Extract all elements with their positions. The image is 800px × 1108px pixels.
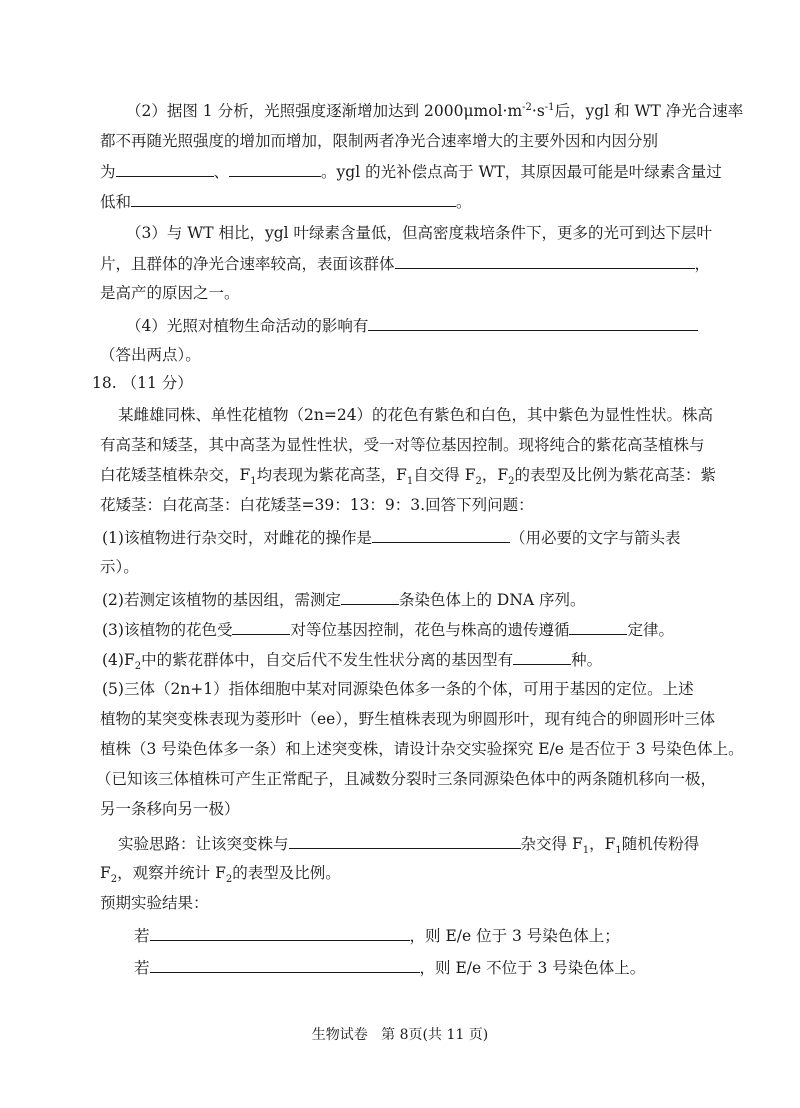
q17-part2-line2: 都不再随光照强度的增加而增加，限制两者净光合速率增大的主要外因和内因分别: [100, 132, 659, 150]
answer-blank[interactable]: [150, 954, 420, 973]
q18-sub1-line1: (1)该植物进行杂交时，对雌花的操作是 （用必要的文字与箭头表: [102, 524, 680, 551]
answer-blank[interactable]: [116, 158, 214, 177]
q17-part2-line3: 为 、 。ygl 的光补偿点高于 WT，其原因最可能是叶绿素含量过: [100, 158, 722, 185]
answer-blank[interactable]: [513, 646, 571, 665]
page-number: 8: [399, 1027, 409, 1043]
experiment-idea-line1: 实验思路：让该突变株与 杂交得 $F_1$，$F_1$随机传粉得: [118, 830, 699, 857]
answer-blank[interactable]: [368, 312, 698, 331]
q17-part4-line1: （4）光照对植物生命活动的影响有: [126, 312, 698, 339]
result-case-2: 若 ，则 E/e 不位于 3 号染色体上。: [134, 954, 645, 981]
expected-results-heading: 预期实验结果：: [100, 894, 209, 912]
q17-part3-line3: 是高产的原因之一。: [100, 284, 240, 302]
answer-blank[interactable]: [150, 922, 410, 941]
q18-header: 18. （11 分）: [92, 374, 193, 392]
experiment-idea-line2: $F_2$，观察并统计 $F_2$的表型及比例。: [100, 864, 341, 886]
q17-part4-line2: （答出两点）。: [100, 346, 201, 364]
page-total: 11: [446, 1027, 465, 1043]
answer-blank[interactable]: [289, 830, 521, 849]
page-footer: 生物试卷 第 8页(共 11 页): [311, 1027, 489, 1043]
q18-sub5-line2: 植物的某突变株表现为菱形叶（ee），野生植株表现为卵圆形叶，现有纯合的卵圆形叶三体: [100, 710, 716, 728]
q17-part3-line2: 片，且群体的净光合速率较高，表面该群体 ，: [100, 250, 710, 277]
answer-blank[interactable]: [131, 188, 456, 207]
answer-blank[interactable]: [229, 158, 321, 177]
q18-sub5-line3: 植株（3 号染色体多一条）和上述突变株，请设计杂交实验探究 E/e 是否位于 3 号染色体上。: [100, 740, 744, 758]
q17-part2-line4: 低和 。: [100, 188, 472, 215]
answer-blank[interactable]: [232, 616, 290, 635]
q18-sub5-line5: 另一条移向另一极）: [100, 800, 240, 818]
footer-subject: 生物试卷: [311, 1027, 368, 1043]
q17-part3-line1: （3）与 WT 相比，ygl 叶绿素含量低，但高密度栽培条件下，更多的光可到达下层叶: [126, 224, 713, 242]
result-case-1: 若 ，则 E/e 位于 3 号染色体上；: [134, 922, 620, 949]
q18-intro-line1: 某雌雄同株、单性花植物（2n=24）的花色有紫色和白色，其中紫色为显性性状。株高: [118, 406, 714, 424]
q18-sub5-line4: （已知该三体植株可产生正常配子，且减数分裂时三条同源染色体中的两条随机移向一极，: [96, 770, 717, 788]
q18-sub4: $(4)F_2$中的紫花群体中，自交后代不发生性状分离的基因型有 种。: [102, 646, 602, 673]
answer-blank[interactable]: [569, 616, 627, 635]
q18-sub5-line1: (5)三体（2n+1）指体细胞中某对同源染色体多一条的个体，可用于基因的定位。上述: [102, 680, 694, 698]
q18-sub1-line2: 示）。: [100, 558, 139, 576]
q18-sub3: (3)该植物的花色受 对等位基因控制，花色与株高的遗传遵循 定律。: [102, 616, 674, 643]
q18-intro-line4: 花矮茎：白花高茎：白花矮茎=39：13：9：3.回答下列问题：: [100, 496, 534, 514]
q17-part2-line1: （2）据图 1 分析，光照强度逐渐增加达到 $2000\mu mol\cdot m^{-2}\cdot s^{-1}$后，ygl 和 WT 净光合速率: [126, 101, 744, 120]
answer-blank[interactable]: [341, 586, 399, 605]
q18-intro-line2: 有高茎和矮茎，其中高茎为显性性状，受一对等位基因控制。现将纯合的紫花高茎植株与: [100, 436, 705, 454]
answer-blank[interactable]: [395, 250, 695, 269]
q18-intro-line3: 白花矮茎植株杂交，$F_1$均表现为紫花高茎，$F_1$自交得 $F_2$，$F_2$的表型及比例为紫花高茎：紫: [100, 466, 716, 488]
answer-blank[interactable]: [372, 524, 510, 543]
q18-sub2: (2)若测定该植物的基因组，需测定 条染色体上的 DNA 序列。: [102, 586, 586, 613]
